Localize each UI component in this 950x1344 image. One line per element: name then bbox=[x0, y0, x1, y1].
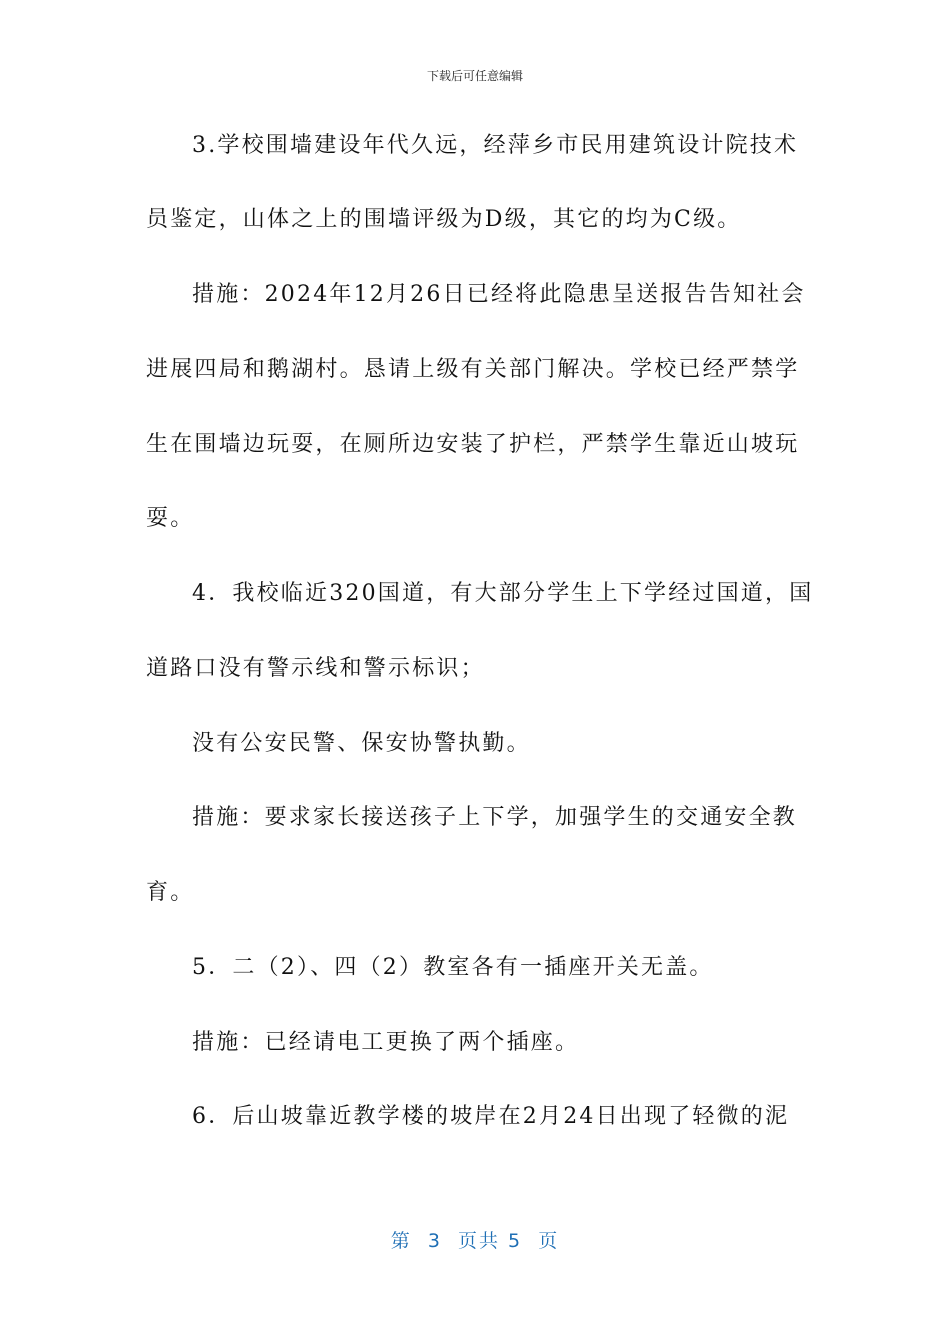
paragraph-line: 措施：已经请电工更换了两个插座。 bbox=[192, 1030, 580, 1055]
paragraph-line: 生在围墙边玩耍，在厕所边安装了护栏，严禁学生靠近山坡玩 bbox=[146, 432, 800, 457]
page-number-footer: 第 3 页共 5 页 bbox=[390, 1230, 560, 1252]
paragraph-line: 措施：2024年12月26日已经将此隐患呈送报告告知社会 bbox=[192, 282, 806, 307]
paragraph-line: 5．二（2）、四（2）教室各有一插座开关无盖。 bbox=[192, 955, 714, 980]
paragraph-line: 员鉴定，山体之上的围墙评级为D级，其它的均为C级。 bbox=[146, 207, 742, 232]
paragraph-line: 进展四局和鹅湖村。恳请上级有关部门解决。学校已经严禁学 bbox=[146, 357, 800, 382]
paragraph-line: 耍。 bbox=[146, 506, 195, 531]
paragraph-line: 道路口没有警示线和警示标识； bbox=[146, 656, 485, 681]
paragraph-line: 6．后山坡靠近教学楼的坡岸在2月24日出现了轻微的泥 bbox=[192, 1104, 790, 1129]
paragraph-line: 3.学校围墙建设年代久远，经萍乡市民用建筑设计院技术 bbox=[192, 133, 799, 158]
paragraph-line: 育。 bbox=[146, 880, 195, 905]
paragraph-line: 措施：要求家长接送孩子上下学，加强学生的交通安全教 bbox=[192, 805, 798, 830]
paragraph-line: 没有公安民警、保安协警执勤。 bbox=[192, 731, 531, 756]
paragraph-line: 4．我校临近320国道，有大部分学生上下学经过国道，国 bbox=[192, 581, 814, 606]
page-header: 下载后可任意编辑 bbox=[426, 69, 523, 83]
